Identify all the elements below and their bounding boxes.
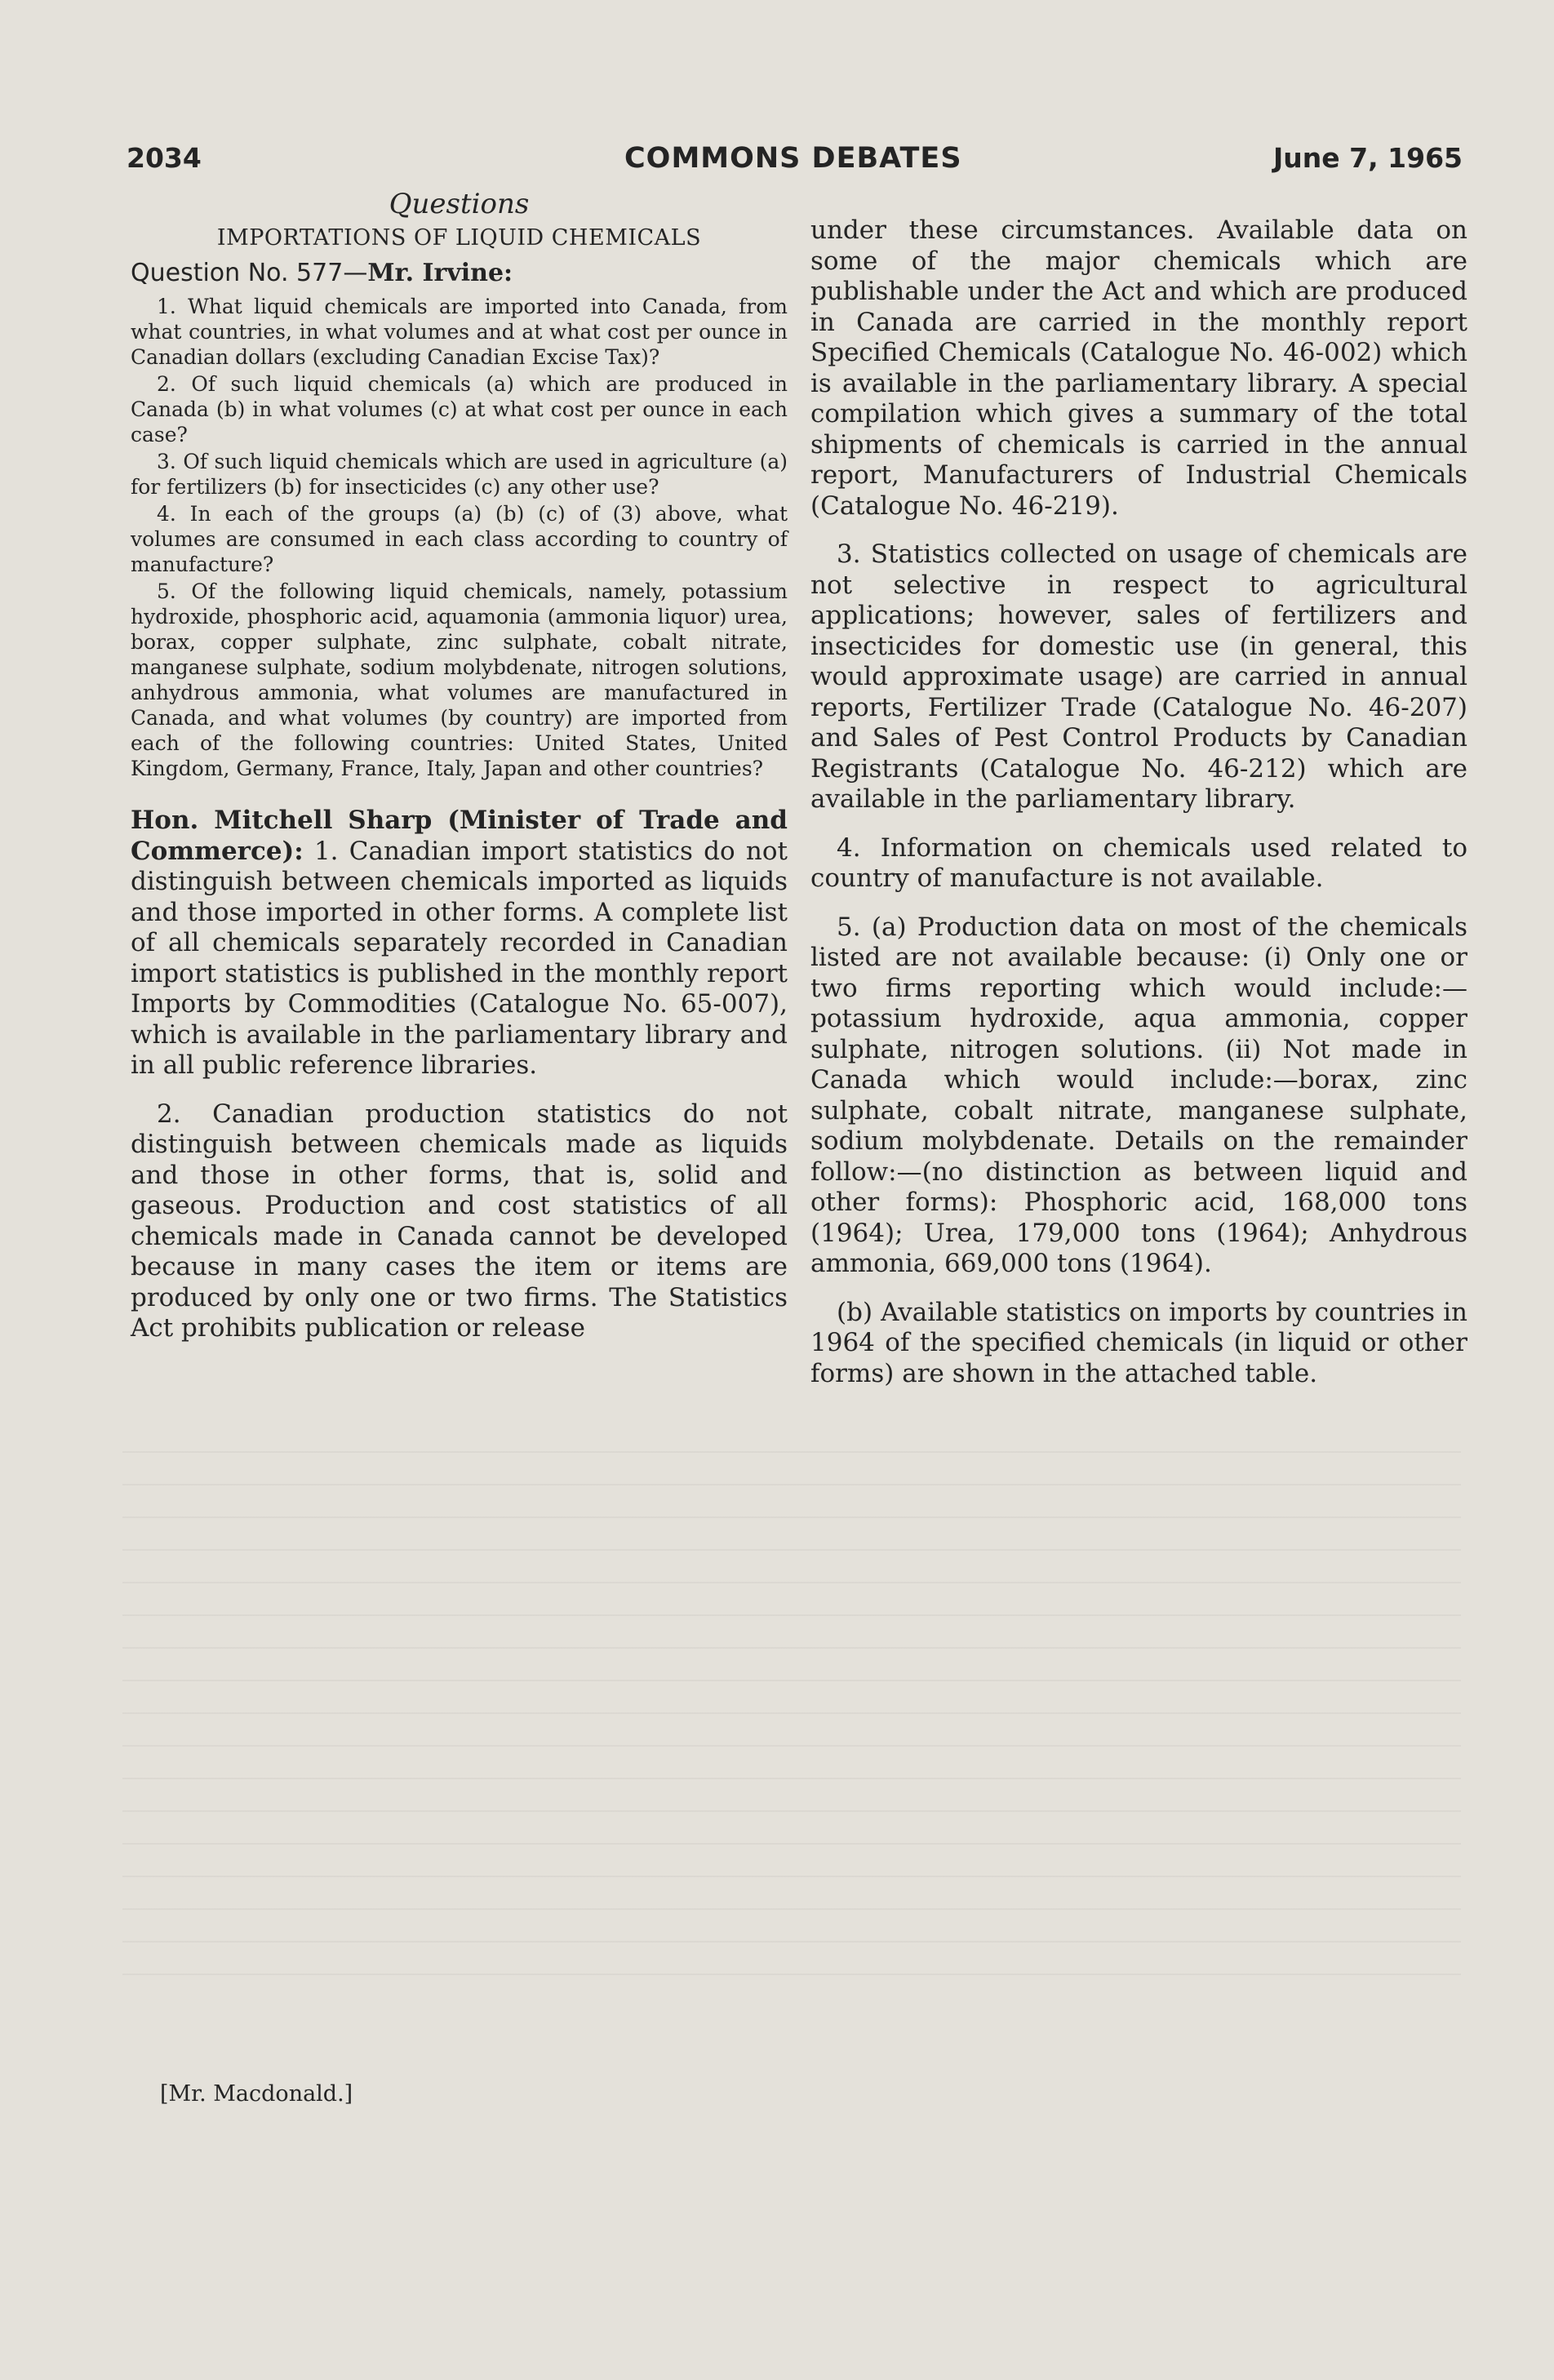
section-title: Questions (388, 188, 530, 220)
answer-paragraph-3: 3. Statistics collected on usage of chemicals are not selective in respect to agricultural applications; however, sales of fertilizers and insecticides for domestic use (in general, this would approximate usage) are carried in annual reports, Fertilizer Trade (Catalogue No. 46-207) and Sales of Pest Control Products by Canadian Registrants (Catalogue No. 46-212) which are available in the parliamentary library. (810, 539, 1467, 814)
speaker-signoff: [Mr. Macdonald.] (160, 2081, 353, 2107)
answer-paragraph-5a: 5. (a) Production data on most of the chemicals listed are not available because: (i) Only one or two firms reporting which would include:—potassium hydroxide, aqua ammonia, copper sulphate, nitrogen solutions. (ii) Not made in Canada which would include:—borax, zinc sulphate, cobalt nitrate, manganese sulphate, sodium molybdenate. Details on the remainder follow:—(no distinction as between liquid and other forms): Phosphoric acid, 168,000 tons (1964); Urea, 179,000 tons (1964); Anhydrous ammonia, 669,000 tons (1964). (810, 912, 1467, 1278)
question-item: 4. In each of the groups (a) (b) (c) of (3) above, what volumes are consumed in each class according to country of manufacture? (131, 502, 788, 576)
page-date: June 7, 1965 (1273, 142, 1463, 174)
page-number: 2034 (127, 142, 202, 174)
question-label: Question No. 577— (131, 259, 368, 287)
question-subject: IMPORTATIONS OF LIQUID CHEMICALS (216, 225, 702, 251)
answer-paragraph-1 (131, 806, 788, 1081)
question-item: 5. Of the following liquid chemicals, namely, potassium hydroxide, phosphoric acid, aquamonia (ammonia liquor) urea, borax, copper sulphate, zinc sulphate, cobalt nitrate, manganese sulphate, sodium molybdenate, nitrogen solutions, anhydrous ammonia, what volumes are manufactured in Canada, and what volumes (by country) are imported from each of the following countries: United States, United Kingdom, Germany, France, Italy, Japan and other countries? (131, 579, 788, 780)
answer-1-text: 1. Canadian import statistics do not distinguish between chemicals imported as liquids and those imported in other forms. A complete list of all chemicals separately recorded in Canadian import statistics is published in the monthly report Imports by Commodities (Catalogue No. 65-007), which is available in the parliamentary library and in all public reference libraries. (131, 836, 788, 1080)
question-item: 1. What liquid chemicals are imported into Canada, from what countries, in what volumes and at what cost per ounce in Canadian dollars (excluding Canadian Excise Tax)? (131, 295, 788, 369)
question-heading (131, 259, 788, 287)
answer-paragraph-5b: (b) Available statistics on imports by countries in 1964 of the specified chemicals (in liquid or other forms) are shown in the attached table. (810, 1297, 1467, 1388)
speaker-name: Hon. Mitchell Sharp (Minister of Trade and Commerce): (131, 806, 788, 866)
question-item: 3. Of such liquid chemicals which are used in agriculture (a) for fertilizers (b) for insecticides (c) any other use? (131, 450, 788, 499)
answer-paragraph-2: 2. Canadian production statistics do not distinguish between chemicals made as liquids and those in other forms, that is, solid and gaseous. Production and cost statistics of all chemicals made in Canada cannot be developed because in many cases the item or items are produced by only one or two firms. The Statistics Act prohibits publication or release (131, 1099, 788, 1343)
page-header (127, 142, 1463, 183)
answer-paragraph-4: 4. Information on chemicals used related to country of manufacture is not available. (810, 833, 1467, 893)
right-column (810, 215, 1467, 1407)
running-title: COMMONS DEBATES (624, 142, 962, 175)
question-item: 2. Of such liquid chemicals (a) which are produced in Canada (b) in what volumes (c) at what cost per ounce in each case? (131, 372, 788, 446)
left-column (131, 183, 788, 1362)
bleed-through-texture (122, 1420, 1461, 1975)
question-member: Mr. Irvine: (367, 259, 513, 287)
answer-continuation: under these circumstances. Available data on some of the major chemicals which are publishable under the Act and which are produced in Canada are carried in the monthly report Specified Chemicals (Catalogue No. 46-002) which is available in the parliamentary library. A special compilation which gives a summary of the total shipments of chemicals is carried in the annual report, Manufacturers of Industrial Chemicals (Catalogue No. 46-219). (810, 215, 1467, 521)
